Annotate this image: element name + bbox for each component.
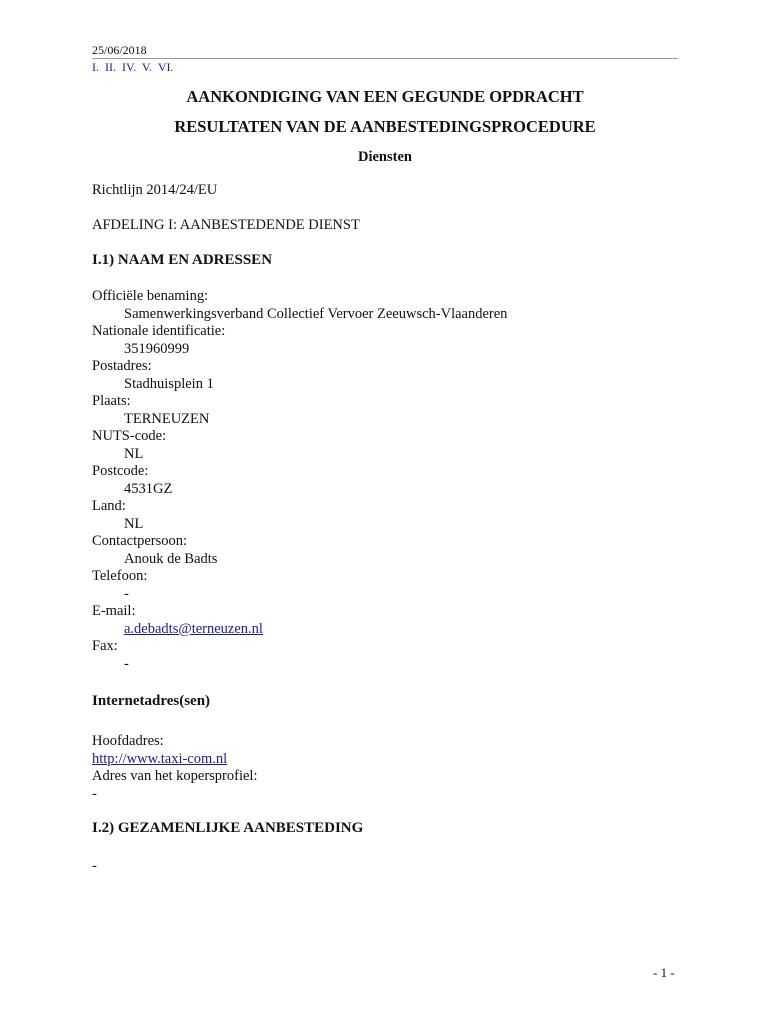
website-link[interactable]: http://www.taxi-com.nl [92, 750, 228, 767]
field-value: Anouk de Badts [124, 550, 218, 567]
page-number: - 1 - [653, 965, 675, 980]
internet-fields [92, 733, 258, 803]
field-value: 351960999 [124, 340, 190, 357]
section-heading-names-addresses: I.1) NAAM EN ADRESSEN [92, 252, 273, 268]
field-label: Postcode: [92, 463, 149, 479]
field-value: NL [124, 445, 144, 462]
internet-heading: Internetadres(sen) [92, 693, 211, 709]
field-value: NL [124, 515, 144, 532]
email-link[interactable]: a.debadts@terneuzen.nl [124, 620, 263, 637]
nav-link-vi[interactable]: VI. [157, 60, 174, 74]
field-label: Telefoon: [92, 568, 148, 584]
field-label: Postadres: [92, 358, 152, 374]
contract-type: Diensten [358, 149, 412, 165]
field-label: Nationale identificatie: [92, 323, 226, 339]
field-value: Stadhuisplein 1 [124, 375, 214, 392]
field-value [92, 621, 507, 639]
field-label: NUTS-code: [92, 428, 167, 444]
field-value: Samenwerkingsverband Collectief Vervoer Zeeuwsch-Vlaanderen [124, 305, 508, 322]
field-label: Fax: [92, 638, 118, 654]
nav-link-ii[interactable]: II. [105, 60, 116, 74]
field-label: Adres van het kopersprofiel: [92, 768, 258, 784]
field-label: Contactpersoon: [92, 533, 188, 549]
section-title: AFDELING I: AANBESTEDENDE DIENST [92, 217, 360, 233]
header-date: 25/06/2018 [92, 43, 147, 57]
field-value: - [92, 785, 97, 802]
directive-text: Richtlijn 2014/24/EU [92, 182, 218, 198]
field-value: - [124, 585, 129, 602]
nav-link-iv[interactable]: IV. [122, 60, 137, 74]
nav-link-v[interactable]: V. [141, 60, 153, 74]
nav-link-i[interactable]: I. [92, 60, 99, 74]
field-label: Plaats: [92, 393, 131, 409]
field-label: Officiële benaming: [92, 288, 209, 304]
field-label: Hoofdadres: [92, 733, 164, 749]
field-label: E-mail: [92, 603, 136, 619]
address-fields [92, 288, 507, 673]
field-value [92, 751, 258, 769]
field-value: TERNEUZEN [124, 410, 210, 427]
field-label: Land: [92, 498, 126, 514]
field-value: - [124, 655, 129, 672]
field-value: 4531GZ [124, 480, 173, 497]
document-title: AANKONDIGING VAN EEN GEGUNDE OPDRACHT [186, 87, 584, 106]
section-nav [92, 60, 177, 75]
section-heading-joint-procurement: I.2) GEZAMENLIJKE AANBESTEDING [92, 820, 364, 836]
header-rule [92, 58, 678, 59]
joint-procurement-value: - [92, 858, 97, 874]
document-subtitle: RESULTATEN VAN DE AANBESTEDINGSPROCEDURE [174, 117, 596, 136]
